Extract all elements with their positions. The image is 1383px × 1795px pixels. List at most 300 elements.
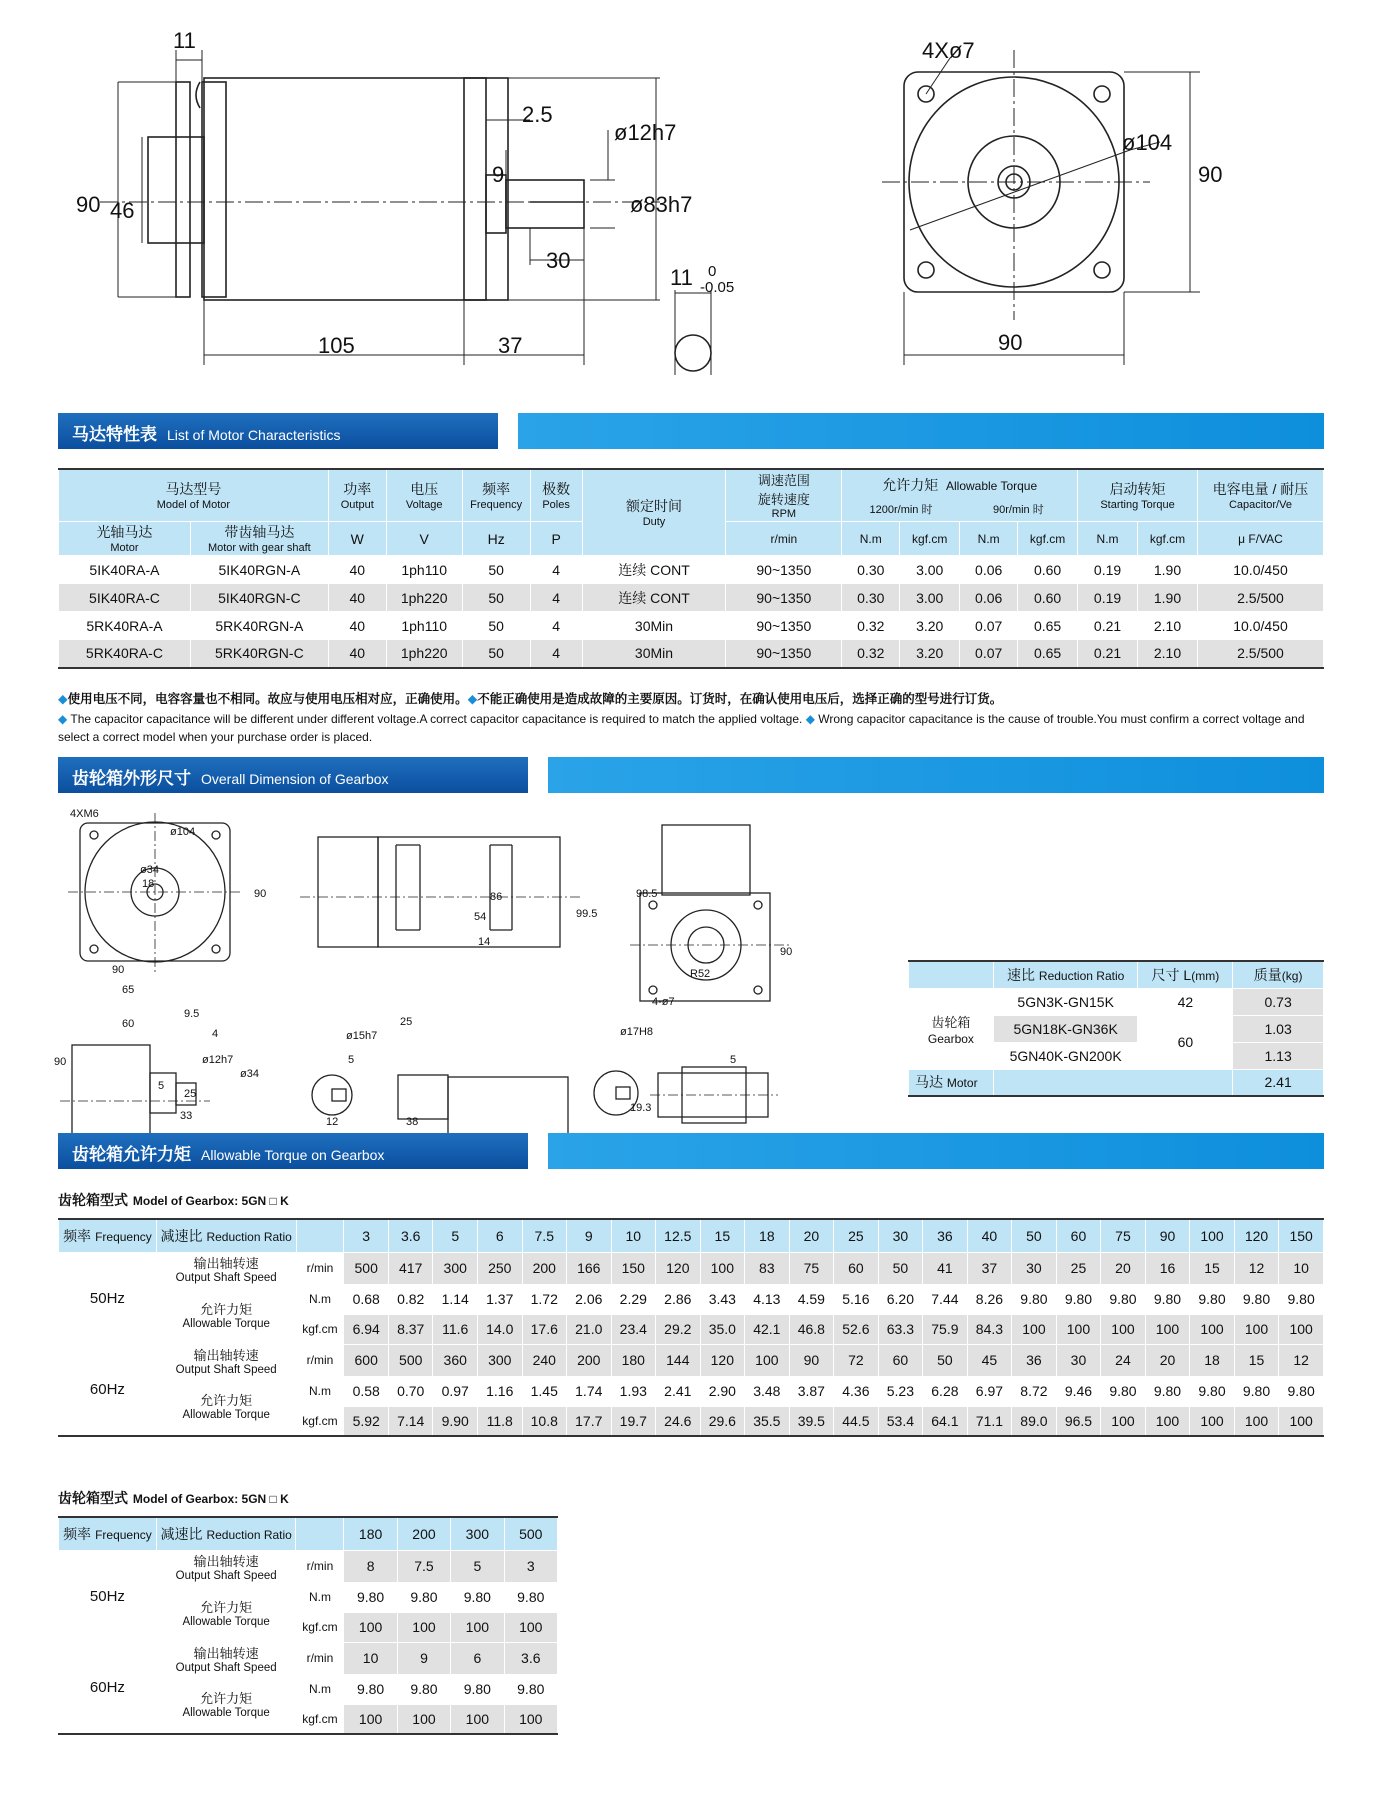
torque-cell: 500 (344, 1252, 389, 1284)
torque-cell: 9.80 (1145, 1284, 1190, 1314)
torque-cell: 15 (1234, 1344, 1279, 1376)
torque-cell: 60 (878, 1344, 923, 1376)
dim-key-tol-upper: 0 (708, 263, 717, 280)
torque-cell: 39.5 (789, 1406, 834, 1436)
torque-cell: 35.5 (745, 1406, 790, 1436)
torque-cell: 100 (451, 1612, 504, 1642)
torque-cell: 300 (477, 1344, 522, 1376)
torque-label: 输出轴转速 Output Shaft Speed (156, 1252, 296, 1284)
torque-cell: 100 (1145, 1314, 1190, 1344)
torque-cell: 21.0 (567, 1314, 612, 1344)
gearbox-ratio-table: 速比 Reduction Ratio 尺寸 L(mm) 质量(kg) 齿轮箱 Gearbox 5GN3K-GN15K 42 0.73 5GN18K-GN36K 60 1.03 5GN40K-GN200K 1.13 马达 Motor 2.41 (908, 960, 1324, 1097)
torque-cell: 100 (1101, 1314, 1146, 1344)
motor-cell: 1ph220 (386, 640, 462, 668)
svg-text:90: 90 (112, 964, 125, 976)
dim-2-5: 2.5 (522, 102, 553, 127)
torque-head: 减速比 Reduction Ratio (156, 1517, 296, 1550)
torque-cell: 3.87 (789, 1376, 834, 1406)
motor-cell: 4 (530, 612, 582, 640)
torque-cell: 120 (700, 1344, 745, 1376)
torque-cell: 5 (433, 1219, 478, 1252)
torque-cell: 200 (522, 1252, 567, 1284)
torque-cell: 6.20 (878, 1284, 923, 1314)
motor-cell: 40 (328, 556, 386, 584)
dim-90-left: 90 (76, 192, 101, 217)
torque-cell: 41 (923, 1252, 968, 1284)
gearbox-model-label-2: 齿轮箱型式 Model of Gearbox: 5GN □ K (58, 1491, 289, 1507)
motor-cell: 40 (328, 584, 386, 612)
torque-label: 允许力矩 Allowable Torque (156, 1674, 296, 1734)
torque-cell: 9.80 (1234, 1284, 1279, 1314)
torque-cell: 6.97 (967, 1376, 1012, 1406)
motor-cell: 2.10 (1138, 612, 1198, 640)
torque-cell: 3.6 (388, 1219, 433, 1252)
dim-37: 37 (498, 333, 523, 358)
motor-row (59, 640, 1324, 668)
svg-text:ø17H8: ø17H8 (620, 1026, 654, 1038)
svg-text:5: 5 (348, 1054, 355, 1066)
torque-cell: 83 (745, 1252, 790, 1284)
torque-cell: 100 (504, 1704, 557, 1734)
torque-cell: 12.5 (656, 1219, 701, 1252)
svg-text:38: 38 (406, 1116, 419, 1128)
torque-cell: 60Hz (59, 1642, 157, 1734)
dim-pcd: ø104 (1122, 130, 1173, 155)
torque-cell: 24.6 (656, 1406, 701, 1436)
torque-cell: 1.93 (611, 1376, 656, 1406)
diamond-icon: ◆ (58, 712, 68, 726)
torque-cell: 150 (611, 1252, 656, 1284)
motor-cell: 0.21 (1078, 640, 1138, 668)
torque-label: 允许力矩 Allowable Torque (156, 1284, 296, 1344)
svg-text:65: 65 (122, 984, 135, 996)
torque-cell: 15 (700, 1219, 745, 1252)
motor-cell: 0.60 (1018, 584, 1078, 612)
torque-cell: 72 (834, 1344, 879, 1376)
torque-cell: 9.80 (1190, 1284, 1235, 1314)
torque-cell: 9.80 (1279, 1376, 1324, 1406)
torque-cell: 100 (344, 1612, 397, 1642)
motor-cell: 5IK40RA-C (59, 584, 191, 612)
dim-90-right: 90 (1198, 162, 1223, 187)
torque-cell: 50Hz (59, 1550, 157, 1642)
torque-cell: 84.3 (967, 1314, 1012, 1344)
torque-cell: r/min (296, 1252, 344, 1284)
torque-cell: 25 (834, 1219, 879, 1252)
torque-cell: 42.1 (745, 1314, 790, 1344)
torque-cell: 1.14 (433, 1284, 478, 1314)
motor-cell: 4 (530, 556, 582, 584)
motor-cell: 5IK40RGN-A (190, 556, 328, 584)
svg-text:86: 86 (490, 891, 503, 903)
torque-cell: 100 (1101, 1406, 1146, 1436)
svg-text:4XM6: 4XM6 (70, 808, 99, 820)
torque-cell: 500 (388, 1344, 433, 1376)
motor-cell: 50 (462, 556, 530, 584)
torque-cell: 240 (522, 1344, 567, 1376)
torque-row (59, 1252, 1324, 1284)
torque-cell: 100 (1190, 1314, 1235, 1344)
motor-cell: 50 (462, 640, 530, 668)
torque-cell: kgf.cm (296, 1612, 344, 1642)
motor-cell: 5RK40RA-C (59, 640, 191, 668)
torque-cell: 100 (344, 1704, 397, 1734)
torque-cell: 96.5 (1056, 1406, 1101, 1436)
torque-cell: 53.4 (878, 1406, 923, 1436)
torque-cell: 16 (1145, 1252, 1190, 1284)
torque-cell: 7.44 (923, 1284, 968, 1314)
svg-text:ø34: ø34 (140, 864, 159, 876)
svg-text:9.5: 9.5 (184, 1008, 200, 1020)
svg-text:90: 90 (54, 1056, 67, 1068)
torque-cell: 44.5 (834, 1406, 879, 1436)
torque-cell: 90 (789, 1344, 834, 1376)
torque-cell: 17.6 (522, 1314, 567, 1344)
svg-text:ø12h7: ø12h7 (202, 1054, 234, 1066)
motor-characteristics-table: 马达型号 Model of Motor 功率 Output 电压 Voltage 频率 Frequency 极数 Poles 额定时间 Duty 调速范围 旋转速度 RPM 允许力矩 Allowable Torque 1200r/min 时 90r/min 时 启动转矩 Starting Torque 电容电量 / 耐压 Capacitor/Ve 光轴马达 Motor 带齿轴马达 Motor with gear shaft W V Hz P r/min N.m kgf.cm N.m kgf.cm N.m kgf.cm μ F/VAC 5IK40RA-A 5IK40RGN-A 40 1ph110 50 4 连续 CONT 90~1350 0.30 3.00 0.06 0.60 0.19 1.90 10.0/450 5IK40RA-C 5IK40RGN-C 40 1ph220 50 4 连续 CONT 90~1350 0.30 3.00 0.06 0.60 0.19 1.90 2.5/500 5RK40RA-A 5RK40RGN-A 40 1ph110 50 4 30Min 90~1350 0.32 3.20 0.07 0.65 0.21 2.10 10.0/450 5RK40RA-C 5RK40RGN-C 40 1ph220 50 4 30Min 90~1350 0.32 3.20 0.07 0.65 0.21 2.10 2.5/500 (58, 468, 1324, 669)
motor-cell: 30Min (582, 612, 726, 640)
torque-cell: 9 (567, 1219, 612, 1252)
torque-cell: 36 (1012, 1344, 1057, 1376)
motor-cell: 0.65 (1018, 612, 1078, 640)
torque-table-2 (58, 1516, 558, 1735)
torque-cell: 19.7 (611, 1406, 656, 1436)
torque-section-header (58, 1133, 1324, 1169)
torque-cell: N.m (296, 1376, 344, 1406)
torque-row (59, 1550, 558, 1582)
motor-cell: 0.60 (1018, 556, 1078, 584)
motor-cell: 0.30 (842, 584, 900, 612)
torque-cell: 23.4 (611, 1314, 656, 1344)
torque-cell: 5 (451, 1550, 504, 1582)
motor-cell: 90~1350 (726, 584, 842, 612)
torque-cell: 60 (834, 1252, 879, 1284)
svg-text:ø15h7: ø15h7 (346, 1030, 378, 1042)
torque-cell: 10 (611, 1219, 656, 1252)
torque-cell: 50Hz (59, 1252, 157, 1344)
torque-cell: 200 (397, 1517, 450, 1550)
gearbox-drawing (50, 805, 900, 1135)
torque-cell: 75 (1101, 1219, 1146, 1252)
torque-cell: 180 (344, 1517, 397, 1550)
torque-cell: kgf.cm (296, 1314, 344, 1344)
torque-cell: 89.0 (1012, 1406, 1057, 1436)
motor-cell: 5IK40RGN-C (190, 584, 328, 612)
torque-cell: 1.16 (477, 1376, 522, 1406)
motor-cell: 0.06 (960, 584, 1018, 612)
torque-cell: 2.29 (611, 1284, 656, 1314)
torque-cell: 5.92 (344, 1406, 389, 1436)
motor-cell: 0.21 (1078, 612, 1138, 640)
torque-cell: N.m (296, 1674, 344, 1704)
torque-cell: 3.6 (504, 1642, 557, 1674)
torque-cell: 2.06 (567, 1284, 612, 1314)
svg-text:25: 25 (400, 1016, 413, 1028)
motor-cell: 90~1350 (726, 640, 842, 668)
torque-cell: 1.72 (522, 1284, 567, 1314)
torque-cell: 7.5 (522, 1219, 567, 1252)
torque-cell: 6 (451, 1642, 504, 1674)
motor-cell: 1.90 (1138, 584, 1198, 612)
svg-text:54: 54 (474, 911, 487, 923)
torque-cell: 50 (923, 1344, 968, 1376)
svg-text:98.5: 98.5 (636, 888, 658, 900)
torque-cell: 36 (923, 1219, 968, 1252)
torque-cell: 0.68 (344, 1284, 389, 1314)
motor-row (59, 612, 1324, 640)
motor-cell: 2.5/500 (1197, 584, 1323, 612)
torque-cell: N.m (296, 1284, 344, 1314)
torque-cell: 1.45 (522, 1376, 567, 1406)
torque-cell: 5.16 (834, 1284, 879, 1314)
torque-cell: 2.41 (656, 1376, 701, 1406)
gearbox-section-header (58, 757, 1324, 793)
motor-cell: 0.19 (1078, 556, 1138, 584)
torque-cell: 14.0 (477, 1314, 522, 1344)
torque-cell: 29.6 (700, 1406, 745, 1436)
torque-label: 输出轴转速 Output Shaft Speed (156, 1344, 296, 1376)
torque-cell: 9.80 (397, 1674, 450, 1704)
torque-cell: 8.37 (388, 1314, 433, 1344)
dim-shaft-dia: ø12h7 (614, 120, 677, 145)
torque-cell: 1.37 (477, 1284, 522, 1314)
section-title-en: List of Motor Characteristics (167, 427, 341, 443)
torque-cell: 15 (1190, 1252, 1235, 1284)
torque-cell: 600 (344, 1344, 389, 1376)
svg-text:25: 25 (184, 1088, 197, 1100)
torque-cell: 166 (567, 1252, 612, 1284)
torque-head: 减速比 Reduction Ratio (156, 1219, 296, 1252)
torque-cell: 6 (477, 1219, 522, 1252)
torque-cell: 9.80 (504, 1674, 557, 1704)
torque-cell: 9.80 (1101, 1284, 1146, 1314)
motor-cell: 50 (462, 584, 530, 612)
torque-cell: 300 (433, 1252, 478, 1284)
motor-cell: 1.90 (1138, 556, 1198, 584)
motor-cell: 3.00 (900, 556, 960, 584)
motor-cell: 1ph110 (386, 612, 462, 640)
motor-cell: 连续 CONT (582, 584, 726, 612)
torque-cell: 0.70 (388, 1376, 433, 1406)
torque-cell: 9.90 (433, 1406, 478, 1436)
svg-text:33: 33 (180, 1110, 193, 1122)
torque-cell: 5.23 (878, 1376, 923, 1406)
torque-cell: 360 (433, 1344, 478, 1376)
torque-cell: 120 (1234, 1219, 1279, 1252)
torque-cell: 6.94 (344, 1314, 389, 1344)
torque-cell: 100 (745, 1344, 790, 1376)
motor-cell: 4 (530, 640, 582, 668)
torque-cell: 9.80 (451, 1582, 504, 1612)
torque-cell: 60 (1056, 1219, 1101, 1252)
motor-cell: 5RK40RGN-A (190, 612, 328, 640)
motor-cell: 5RK40RA-A (59, 612, 191, 640)
torque-cell: r/min (296, 1344, 344, 1376)
diamond-icon: ◆ (467, 691, 478, 706)
torque-cell: 11.8 (477, 1406, 522, 1436)
section-title-cn: 马达特性表 (72, 425, 157, 445)
torque-cell: 144 (656, 1344, 701, 1376)
motor-cell: 2.10 (1138, 640, 1198, 668)
torque-cell: 9.80 (451, 1674, 504, 1704)
torque-cell: 500 (504, 1517, 557, 1550)
torque-cell: 25 (1056, 1252, 1101, 1284)
torque-cell: 180 (611, 1344, 656, 1376)
motor-front-drawing (860, 20, 1260, 380)
motor-cell: 1ph110 (386, 556, 462, 584)
motor-cell: 30Min (582, 640, 726, 668)
torque-cell: 30 (1056, 1344, 1101, 1376)
torque-cell: 100 (451, 1704, 504, 1734)
torque-cell: 100 (1279, 1406, 1324, 1436)
torque-cell: 3.43 (700, 1284, 745, 1314)
torque-row (59, 1284, 1324, 1314)
svg-text:14: 14 (478, 936, 491, 948)
torque-cell: N.m (296, 1582, 344, 1612)
motor-cell: 10.0/450 (1197, 556, 1323, 584)
motor-side-drawing (60, 20, 780, 380)
torque-cell: 35.0 (700, 1314, 745, 1344)
dim-90-bottom: 90 (998, 330, 1023, 355)
svg-text:90: 90 (780, 946, 793, 958)
svg-text:60: 60 (122, 1018, 135, 1030)
motor-cell: 1ph220 (386, 584, 462, 612)
motor-cell: 0.65 (1018, 640, 1078, 668)
torque-cell: 100 (504, 1612, 557, 1642)
torque-cell: 100 (397, 1612, 450, 1642)
svg-text:19.3: 19.3 (630, 1102, 652, 1114)
section-title-en: Allowable Torque on Gearbox (201, 1147, 385, 1163)
torque-label: 输出轴转速 Output Shaft Speed (156, 1550, 296, 1582)
torque-cell: 0.82 (388, 1284, 433, 1314)
torque-row (59, 1344, 1324, 1376)
torque-cell: 9.80 (1279, 1284, 1324, 1314)
svg-text:ø104: ø104 (170, 826, 196, 838)
torque-cell: 71.1 (967, 1406, 1012, 1436)
torque-cell: 3 (504, 1550, 557, 1582)
torque-cell: 100 (1145, 1406, 1190, 1436)
torque-cell: 100 (1056, 1314, 1101, 1344)
torque-cell: 3.48 (745, 1376, 790, 1406)
svg-text:90: 90 (254, 888, 267, 900)
torque-cell: 50 (878, 1252, 923, 1284)
torque-cell: 9.46 (1056, 1376, 1101, 1406)
motor-cell: 0.19 (1078, 584, 1138, 612)
torque-cell: 3 (344, 1219, 389, 1252)
torque-cell: 30 (878, 1219, 923, 1252)
torque-cell: 9.80 (1012, 1284, 1057, 1314)
torque-cell: 100 (1234, 1406, 1279, 1436)
torque-cell: 9.80 (1101, 1376, 1146, 1406)
motor-row (59, 584, 1324, 612)
torque-cell: 100 (397, 1704, 450, 1734)
torque-cell: 150 (1279, 1219, 1324, 1252)
torque-cell: 8.26 (967, 1284, 1012, 1314)
torque-cell: 10 (1279, 1252, 1324, 1284)
torque-cell: 100 (1012, 1314, 1057, 1344)
torque-cell: 11.6 (433, 1314, 478, 1344)
torque-cell: 63.3 (878, 1314, 923, 1344)
torque-cell: 50 (1012, 1219, 1057, 1252)
svg-text:R52: R52 (690, 968, 711, 980)
torque-cell: 10 (344, 1642, 397, 1674)
motor-cell: 2.5/500 (1197, 640, 1323, 668)
torque-cell: 20 (1145, 1344, 1190, 1376)
motor-cell: 50 (462, 612, 530, 640)
motor-cell: 0.06 (960, 556, 1018, 584)
svg-text:ø34: ø34 (240, 1068, 259, 1080)
torque-cell: 2.86 (656, 1284, 701, 1314)
dim-30: 30 (546, 248, 571, 273)
torque-cell: 60Hz (59, 1344, 157, 1436)
torque-cell: 9 (397, 1642, 450, 1674)
motor-cell: 10.0/450 (1197, 612, 1323, 640)
torque-cell: 12 (1234, 1252, 1279, 1284)
torque-cell: 9.80 (504, 1582, 557, 1612)
svg-text:18: 18 (142, 878, 155, 890)
torque-cell: 20 (789, 1219, 834, 1252)
torque-cell: 100 (700, 1252, 745, 1284)
torque-cell: 9.80 (397, 1582, 450, 1612)
motor-cell: 0.30 (842, 556, 900, 584)
section-title-cn: 齿轮箱允许力矩 (72, 1145, 191, 1165)
motor-cell: 3.20 (900, 612, 960, 640)
torque-cell: 9.80 (1190, 1376, 1235, 1406)
section-title-en: Overall Dimension of Gearbox (201, 771, 389, 787)
motor-cell: 4 (530, 584, 582, 612)
torque-cell: 200 (567, 1344, 612, 1376)
torque-cell: 30 (1012, 1252, 1057, 1284)
torque-cell: 250 (477, 1252, 522, 1284)
motor-cell: 5IK40RA-A (59, 556, 191, 584)
torque-cell: 9.80 (1056, 1284, 1101, 1314)
torque-cell: 18 (745, 1219, 790, 1252)
torque-cell: 18 (1190, 1344, 1235, 1376)
dim-hole-pattern: 4Xø7 (922, 38, 975, 63)
dim-key-11: 11 (670, 265, 693, 290)
torque-label: 允许力矩 Allowable Torque (156, 1582, 296, 1642)
torque-cell: 40 (967, 1219, 1012, 1252)
torque-cell: 29.2 (656, 1314, 701, 1344)
svg-text:5: 5 (730, 1054, 737, 1066)
motor-cell: 90~1350 (726, 612, 842, 640)
torque-cell: kgf.cm (296, 1406, 344, 1436)
svg-text:12: 12 (326, 1116, 339, 1128)
torque-cell: 1.74 (567, 1376, 612, 1406)
torque-cell: 4.36 (834, 1376, 879, 1406)
svg-text:4-ø7: 4-ø7 (652, 996, 675, 1008)
motor-cell: 40 (328, 640, 386, 668)
torque-cell: 75.9 (923, 1314, 968, 1344)
motor-cell: 0.32 (842, 640, 900, 668)
torque-cell: 7.5 (397, 1550, 450, 1582)
dim-body-dia: ø83h7 (630, 192, 693, 217)
svg-text:99.5: 99.5 (576, 908, 598, 920)
section-title-cn: 齿轮箱外形尺寸 (72, 769, 191, 789)
motor-cell: 0.32 (842, 612, 900, 640)
torque-cell: 20 (1101, 1252, 1146, 1284)
torque-cell: 100 (1279, 1314, 1324, 1344)
capacitor-notes: ◆使用电压不同，电容容量也不相同。故应与使用电压相对应，正确使用。◆不能正确使用是造成故障的主要原因。订货时，在确认使用电压后，选择正确的型号进行订货。 ◆ The capacitor capacitance will be different under different voltage.A correct capacitor capacitance is required to match the applied voltage. ◆ Wrong capacitor capacitance is the cause of trouble.You must confirm a correct voltage and select a correct model when your purchase order is placed. (58, 691, 1305, 744)
dim-105: 105 (318, 333, 355, 358)
svg-text:4: 4 (212, 1028, 219, 1040)
torque-label: 允许力矩 Allowable Torque (156, 1376, 296, 1436)
torque-cell: 75 (789, 1252, 834, 1284)
torque-cell: 120 (656, 1252, 701, 1284)
gearbox-model-label-1: 齿轮箱型式 Model of Gearbox: 5GN □ K (58, 1193, 289, 1209)
torque-cell: 45 (967, 1344, 1012, 1376)
torque-cell (296, 1219, 344, 1252)
